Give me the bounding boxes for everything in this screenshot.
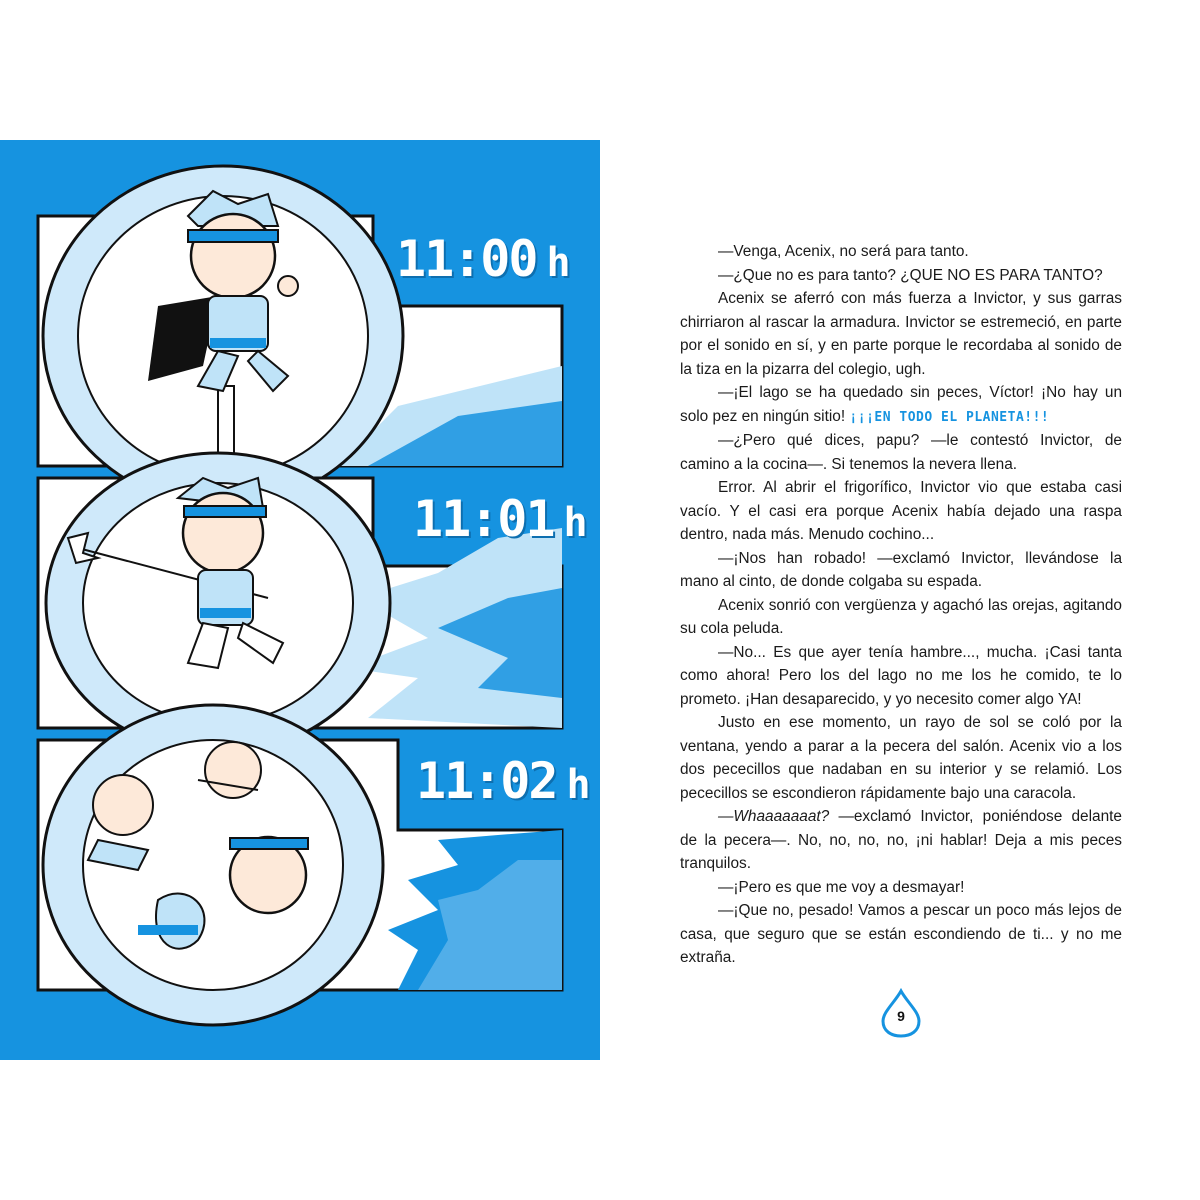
paragraph-text: —exclamó Invictor, poniéndose delante de la pecera—. No, no, no, no, ¡ni hablar! Deja a mis peces tranquilos. [680, 808, 1122, 872]
clock-time-3 [416, 752, 591, 810]
comic-page [0, 140, 600, 1060]
paragraph-with-shout [680, 381, 1122, 429]
paragraph: —¡Nos han robado! —exclamó Invictor, llevándose la mano al cinto, de donde colgaba su espada. [680, 549, 1122, 590]
clock-unit: h [563, 500, 588, 546]
italic-exclamation: —Whaaaaaaat? [718, 808, 830, 825]
page-number-drop [879, 988, 923, 1038]
clock-unit: h [546, 240, 571, 286]
clock-unit: h [566, 762, 591, 808]
clock-digits: 11:02 [416, 752, 557, 810]
paragraph: —No... Es que ayer tenía hambre..., mucha. ¡Casi tanta como ahora! Pero los del lago no me los he comido, te lo prometo. ¡Han desaparecido, y yo necesito comer algo YA! [680, 643, 1122, 708]
clock-digits: 11:01 [413, 490, 554, 548]
paragraph-text: —¡El lago se ha quedado sin peces, Víctor! ¡No hay un solo pez en ningún sitio! [680, 384, 1122, 425]
clock-time-2 [413, 490, 588, 548]
paragraph: —¿Que no es para tanto? ¿QUE NO ES PARA TANTO? [718, 266, 1103, 284]
paragraph: Error. Al abrir el frigorífico, Invictor vio que estaba casi vacío. Y el casi era porque Acenix había dejado una raspa dentro, nada más. Menudo cochino... [680, 479, 1122, 543]
page-number: 9 [897, 1008, 905, 1024]
paragraph: Acenix se aferró con más fuerza a Invictor, y sus garras chirriaron al rascar la armadura. Invictor se estremeció, en parte por el sonido en sí, y en parte porque le recordaba al sonido de la tiza en la pizarra del colegio, ugh. [680, 290, 1122, 378]
comic-panel-1 [38, 216, 571, 466]
clock-digits: 11:00 [396, 230, 537, 288]
comic-panel-2 [38, 478, 588, 728]
clock-time-1 [396, 230, 571, 288]
paragraph: —¡Pero es que me voy a desmayar! [718, 878, 965, 896]
paragraph: —Venga, Acenix, no será para tanto. [718, 243, 969, 260]
story-text [680, 240, 1122, 970]
paragraph: Justo en ese momento, un rayo de sol se coló por la ventana, yendo a parar a la pecera del salón. Acenix vio a los dos pececillos que nadaban en su interior y se relamió. Los pececillos se escondieron rápidamente bajo una caracola. [680, 714, 1122, 802]
paragraph: —¡Que no, pesado! Vamos a pescar un poco más lejos de casa, que seguro que se están escondiendo de ti... y no me extraña. [680, 902, 1122, 966]
paragraph: —¿Pero qué dices, papu? —le contestó Invictor, de camino a la cocina—. Si tenemos la nevera llena. [680, 432, 1122, 473]
paragraph: Acenix sonrió con vergüenza y agachó las orejas, agitando su cola peluda. [680, 596, 1122, 637]
paragraph-with-italic [680, 805, 1122, 876]
comic-panel-3 [38, 740, 591, 990]
shout-text: ¡¡¡EN TODO EL PLANETA!!! [849, 409, 1050, 425]
